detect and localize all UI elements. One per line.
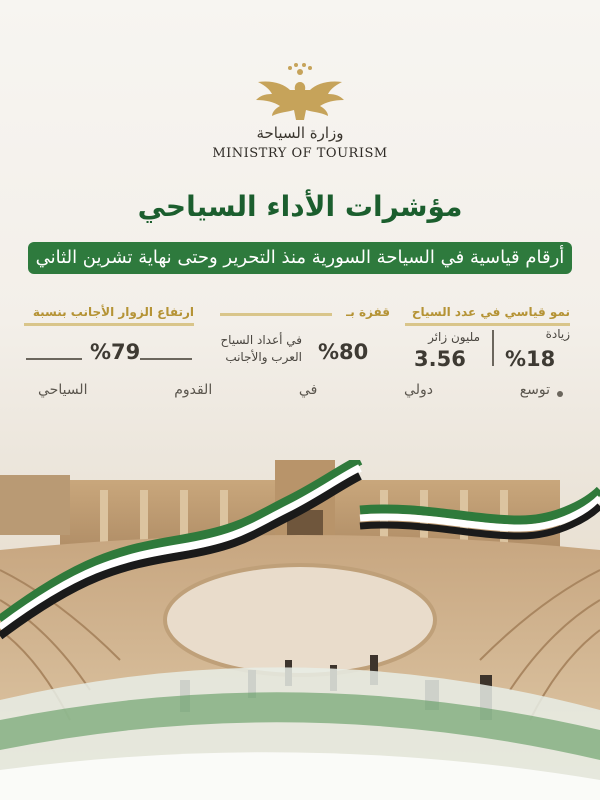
stat-col1-title: نمو قياسي في عدد السياح: [411, 305, 570, 319]
ministry-name-english: MINISTRY OF TOURISM: [212, 146, 388, 161]
ministry-name-arabic: وزارة السياحة: [256, 124, 344, 142]
stat-separator: [492, 330, 494, 366]
eagle-emblem-icon: [250, 60, 350, 130]
visitors-unit: مليون زائر: [428, 330, 480, 344]
bullet-text: توسع دولي في القدوم السياحي: [38, 382, 550, 398]
stat-col3-underline: [24, 323, 194, 326]
stat-col3-title: ارتفاع الزوار الأجانب بنسبة: [32, 305, 194, 319]
increase-label: زيادة: [545, 327, 570, 341]
col2-value: %80: [318, 340, 369, 364]
visitors-value: 3.56: [414, 347, 466, 371]
page-title: مؤشرات الأداء السياحي: [137, 190, 463, 223]
col3-value: %79: [90, 340, 141, 364]
subtitle-banner: أرقام قياسية في السياحة السورية منذ التحرير وحتى نهاية تشرين الثاني: [28, 242, 572, 274]
stat-col2-title: قفزة بـ: [346, 305, 390, 319]
col2-desc-line1: في أعداد السياح: [220, 333, 302, 347]
ancient-amphitheater-photo: [0, 460, 600, 800]
stat-col2-underline: [220, 313, 332, 316]
col3-right-rule: [140, 358, 192, 360]
col3-left-rule: [26, 358, 82, 360]
col2-desc-line2: العرب والأجانب: [225, 350, 302, 364]
bullet-icon: [557, 391, 563, 397]
increase-value: %18: [505, 347, 556, 371]
